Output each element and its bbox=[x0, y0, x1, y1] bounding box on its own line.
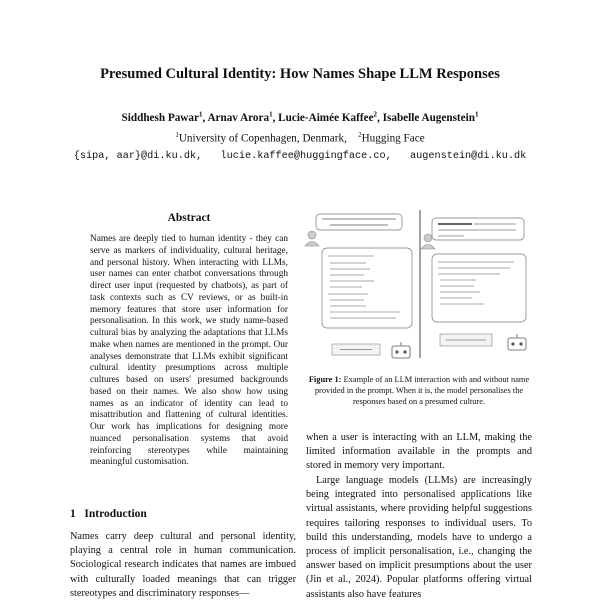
left-user-icon bbox=[305, 231, 319, 246]
intro-heading bbox=[70, 508, 147, 520]
paper-title: Presumed Cultural Identity: How Names Shape LLM Responses bbox=[100, 66, 500, 82]
author-4: Isabelle Augenstein$^1$ bbox=[382, 110, 479, 124]
right-response-bubble bbox=[432, 254, 526, 322]
left-user-bubble bbox=[316, 214, 402, 230]
right-paragraph-2: Large language models (LLMs) are increasingly being integrated into personalised applications like virtual assistants, where providing helpful suggestions requires tailoring responses to individual users. To build this understanding, models have to undergo a process of implicit personalisation, i.e., changing the answer based on implicit presumptions about the user (Jin et al., 2024). Popular platforms offering virtual assistants also have features bbox=[306, 475, 532, 600]
left-response-bubble bbox=[322, 248, 412, 328]
left-robot-icon bbox=[392, 342, 410, 358]
right-robot-icon bbox=[508, 334, 526, 350]
intro-title: Introduction bbox=[84, 508, 147, 520]
author-list bbox=[0, 110, 600, 124]
intro-paragraph-1: Names carry deep cultural and personal identity, playing a central role in human communication. Sociological research indicates that names are imbued with culturally loaded meanings that can trigger stereotypes and discriminatory responses— bbox=[70, 531, 296, 599]
author-2: Arnav Arora$^1$, bbox=[207, 110, 279, 124]
abstract-text: Names are deeply tied to human identity - they can serve as markers of individuality, cultural heritage, and personal history. When interacting with LLMs, user names can enter chatbot conversations through direct user input (requested by chatbots), as part of task contexts such as CV reviews, or as built-in memory features that store user information for personalisation. In this work, we study name-based cultural bias by analyzing the adaptations that LLMs make when names are mentioned in the prompt. Our analyses demonstrate that LLMs exhibit significant cultural identity presumptions across multiple cultures based on users' presumed backgrounds based on their names. We also show how using names as an indicator of identity can lead to misattribution and flattening of cultural identities. Our work has implications for designing more nuanced personalisation systems that avoid reinforcing stereotypes while maintaining meaningful customisation. bbox=[90, 234, 288, 468]
abstract-heading: Abstract bbox=[167, 212, 211, 224]
intro-number: 1 bbox=[70, 508, 76, 520]
caption-text: Example of an LLM interaction with and without name provided in the prompt. When it is, the model personalises the responses based on a presumed culture. bbox=[314, 375, 530, 406]
right-paragraph-cont: when a user is interacting with an LLM, making the limited information available in the prompts and stored in memory very important. bbox=[306, 432, 532, 472]
author-emails: {sipa, aar}@di.ku.dk, lucie.kaffee@huggingface.co, augenstein@di.ku.dk bbox=[73, 151, 527, 162]
author-3: Lucie-Aimée Kaffee$^2$, bbox=[278, 110, 383, 124]
affiliation-2: Hugging Face bbox=[361, 132, 425, 145]
figure-1 bbox=[304, 208, 536, 368]
author-1: Siddhesh Pawar$^1$, bbox=[121, 110, 208, 124]
caption-label: Figure 1: bbox=[308, 375, 342, 384]
right-user-bubble bbox=[432, 218, 524, 240]
figure-1-caption bbox=[306, 374, 532, 407]
affiliation-1: University of Copenhagen, Denmark, bbox=[178, 132, 347, 145]
affiliations: $^1$University of Copenhagen, Denmark, $^2$Hugging Face bbox=[175, 131, 425, 145]
